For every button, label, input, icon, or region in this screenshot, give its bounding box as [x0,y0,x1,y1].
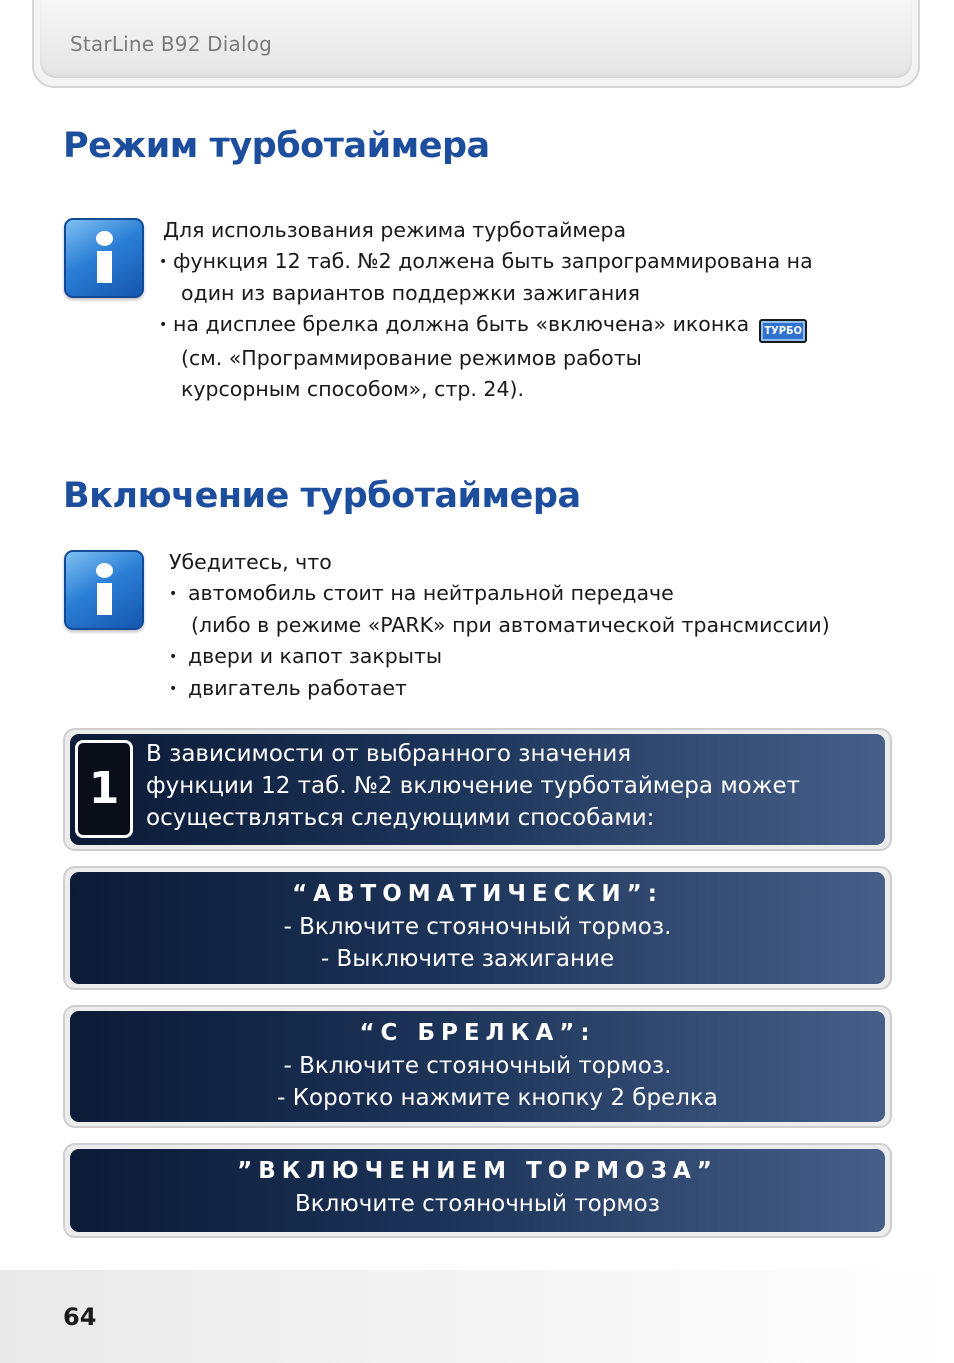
bullet-icon: • [169,586,178,602]
info-icon [64,218,144,298]
page-number: 64 [63,1303,97,1331]
mode-auto-heading: “АВТОМАТИЧЕСКИ”: [292,881,663,907]
section1-bullet2: • на дисплее брелка должна быть «включена» иконка ТУРБО [159,309,813,343]
section2-bullet1-cont: (либо в режиме «PARK» при автоматической трансмиссии) [191,613,830,637]
bullet-icon: • [169,681,178,697]
mode-auto-panel [70,872,885,984]
mode-brake-line1: Включите стояночный тормоз [295,1191,660,1217]
bullet-icon: • [159,317,168,333]
mode-remote-line1: - Включите стояночный тормоз. [283,1053,672,1079]
mode-remote-panel [70,1011,885,1122]
mode-remote-heading: “С БРЕЛКА”: [359,1020,596,1046]
section1-intro: Для использования режима турботаймера [163,218,627,242]
mode-remote-line2: - Коротко нажмите кнопку 2 брелка [277,1085,718,1111]
section1-bullet1-cont: один из вариантов поддержки зажигания [181,281,640,305]
section1-text [159,215,817,405]
section2-bullet1: • автомобиль стоит на нейтральной передаче [169,578,808,610]
footer-band [0,1270,954,1363]
mode-remote-panel-frame [63,1005,892,1128]
info-icon [64,550,144,630]
section-title-turbotimer-mode: Режим турботаймера [63,126,490,166]
section1-bullet1: • функция 12 таб. №2 должена быть запрограммирована на [159,246,813,278]
step1-panel-frame [63,728,892,851]
step1-panel [70,734,885,845]
mode-auto-line1: - Включите стояночный тормоз. [283,914,672,940]
mode-auto-line2: - Выключите зажигание [320,946,615,972]
step1-text: В зависимости от выбранного значения функции 12 таб. №2 включение турботаймера может осуществляться следующими способами: [146,741,801,831]
section2-bullet2: • двери и капот закрыты [169,641,808,673]
section2-intro: Убедитесь, что [169,550,332,574]
bullet-icon: • [159,254,168,270]
mode-brake-panel-frame [63,1143,892,1238]
section2-bullet3: • двигатель работает [169,673,808,705]
section2-text [169,547,830,705]
bullet-icon: • [169,649,178,665]
turbo-icon: ТУРБО [759,319,807,343]
section1-bullet2-cont2: курсорным способом», стр. 24). [181,377,525,401]
section-title-turbotimer-enable: Включение турботаймера [63,476,581,516]
document-title: StarLine B92 Dialog [70,32,273,56]
mode-brake-heading: ”ВКЛЮЧЕНИЕМ ТОРМОЗА” [237,1158,718,1184]
mode-auto-panel-frame [63,866,892,990]
mode-brake-panel [70,1149,885,1232]
section1-bullet2-cont1: (см. «Программирование режимов работы [181,346,642,370]
step-number-badge: 1 [75,740,133,838]
